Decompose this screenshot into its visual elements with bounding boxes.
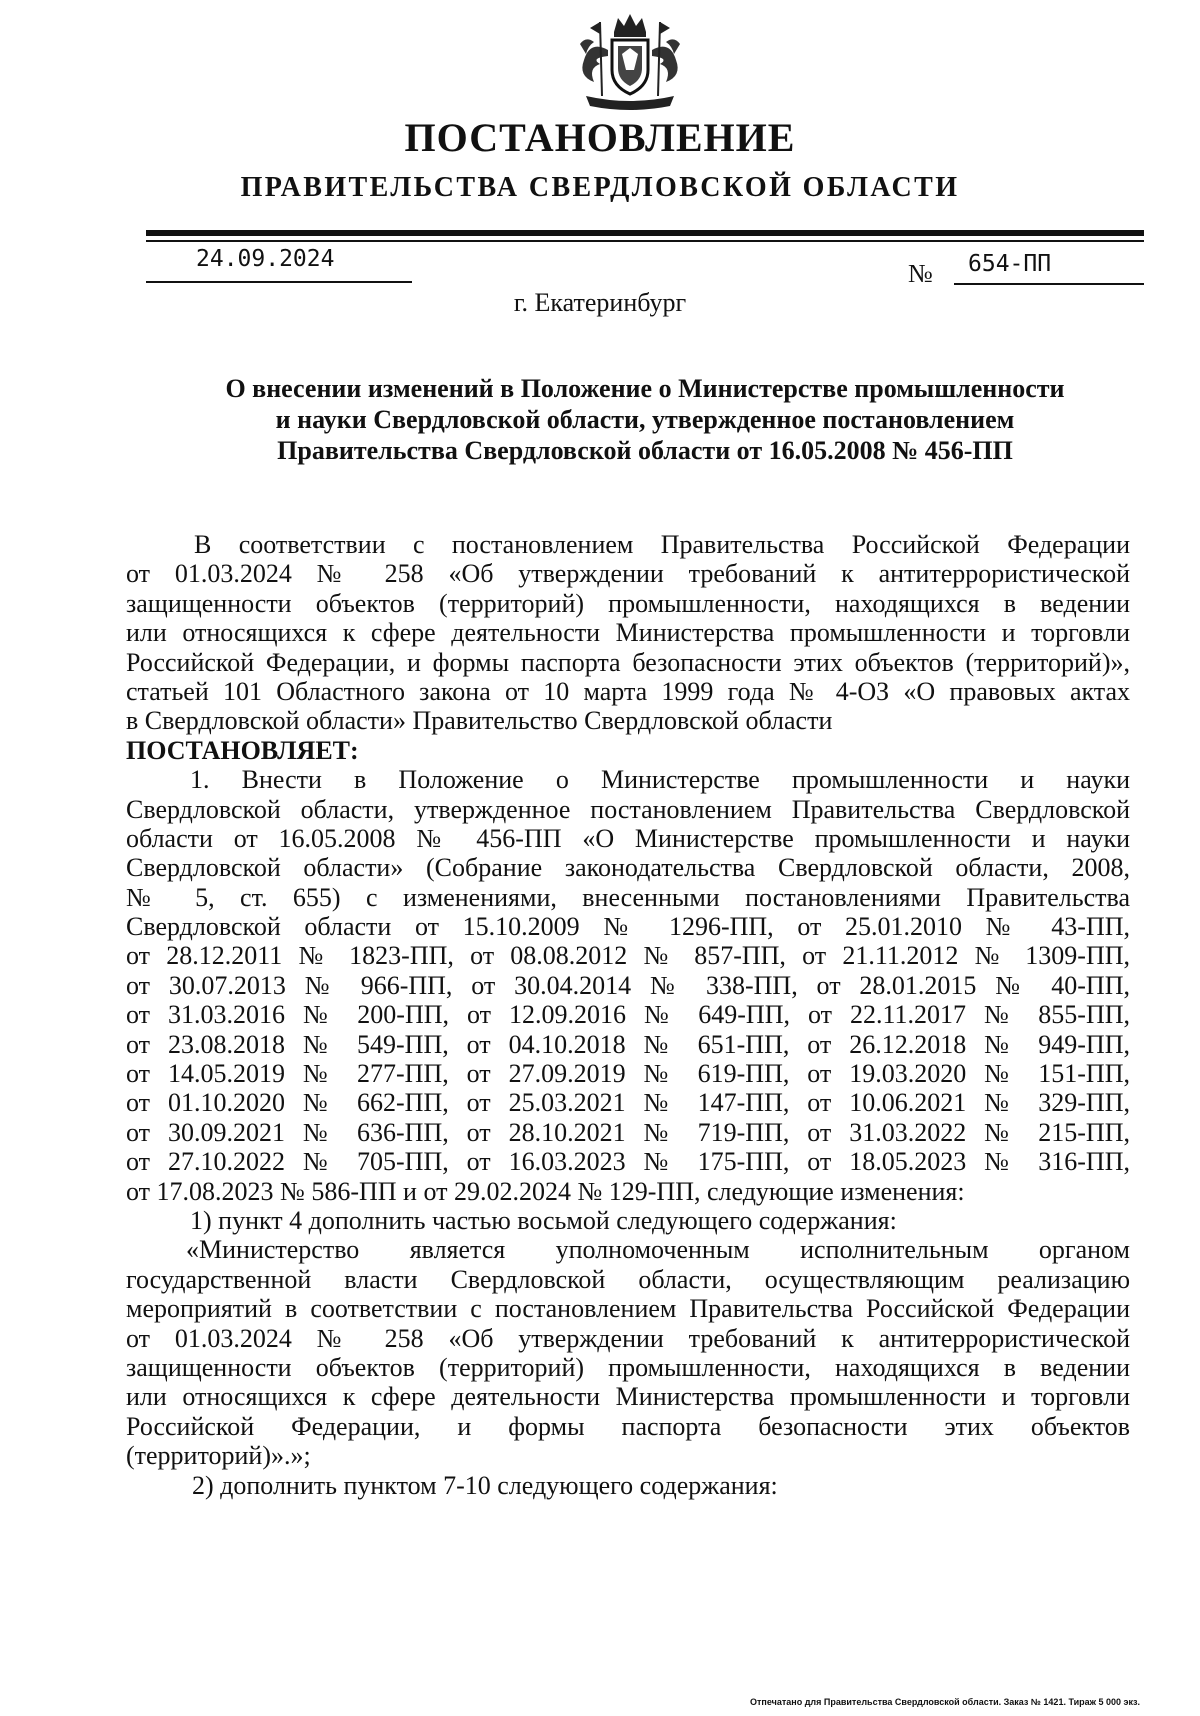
number-underline (954, 283, 1144, 285)
item1-line: Свердловской области, утвержденное постановлением Правительства Свердловской (126, 794, 1130, 824)
item1-line: от 28.12.2011 № 1823-ПП, от 08.08.2012 № 857-ПП, от 21.11.2012 № 1309-ПП, (126, 941, 1130, 971)
item1-line: Свердловской области» (Собрание законодательства Свердловской области, 2008, (126, 853, 1130, 883)
item1-line: Свердловской области от 15.10.2009 № 1296-ПП, от 25.01.2010 № 43-ПП, (126, 912, 1130, 942)
document-date: 24.09.2024 (196, 246, 335, 272)
preamble-line: В соответствии с постановлением Правительства Российской Федерации (194, 530, 1130, 559)
title-line: О внесении изменений в Положение о Министерстве промышленности (225, 374, 1065, 403)
quote-line: государственной власти Свердловской области, осуществляющим реализацию (126, 1264, 1130, 1294)
item1-line: от 27.10.2022 № 705-ПП, от 16.03.2023 № 175-ПП, от 18.05.2023 № 316-ПП, (126, 1147, 1130, 1177)
header-divider-thin (146, 240, 1144, 242)
quote-line: защищенности объектов (территорий) промышленности, находящихся в ведении (126, 1352, 1130, 1382)
item1-line: от 31.03.2016 № 200-ПП, от 12.09.2016 № 649-ПП, от 22.11.2017 № 855-ПП, (126, 1000, 1130, 1030)
preamble-line: Российской Федерации, и формы паспорта безопасности этих объектов (территорий)», (126, 647, 1130, 677)
title-line: и науки Свердловской области, утвержденное постановлением (275, 405, 1015, 434)
preamble-line: защищенности объектов (территорий) промышленности, находящихся в ведении (126, 588, 1130, 618)
document-body (126, 530, 1130, 1500)
item1-line: от 23.08.2018 № 549-ПП, от 04.10.2018 № 651-ПП, от 26.12.2018 № 949-ПП, (126, 1029, 1130, 1059)
document-type: ПОСТАНОВЛЕНИЕ (404, 115, 796, 160)
item1-line: от 17.08.2023 № 586-ПП и от 29.02.2024 № 129-ПП, следующие изменения: (126, 1176, 965, 1206)
quote-line: «Министерство является уполномоченным исполнительным органом (186, 1235, 1130, 1265)
preamble-line: статьей 101 Областного закона от 10 марта 1999 года № 4-ОЗ «О правовых актах (126, 676, 1130, 706)
item1-line: от 30.09.2021 № 636-ПП, от 28.10.2021 № 719-ПП, от 31.03.2022 № 215-ПП, (126, 1117, 1130, 1147)
preamble-line: от 01.03.2024 № 258 «Об утверждении требований к антитеррористической (126, 559, 1130, 589)
item1-line: 1. Внести в Положение о Министерстве промышленности и науки (190, 765, 1130, 795)
quote-line: мероприятий в соответствии с постановлением Правительства Российской Федерации (126, 1294, 1130, 1324)
coat-of-arms-emblem (560, 10, 700, 114)
document-number: 654-ПП (968, 251, 1052, 277)
item1-line: области от 16.05.2008 № 456-ПП «О Министерстве промышленности и науки (126, 823, 1130, 853)
subitem-2: 2) дополнить пунктом 7-10 следующего содержания: (192, 1470, 778, 1500)
quote-line: или относящихся к сфере деятельности Министерства промышленности и торговли (126, 1382, 1130, 1412)
item1-line: от 14.05.2019 № 277-ПП, от 27.09.2019 № 619-ПП, от 19.03.2020 № 151-ПП, (126, 1059, 1130, 1089)
item1-line: от 30.07.2013 № 966-ПП, от 30.04.2014 № 338-ПП, от 28.01.2015 № 40-ПП, (126, 970, 1130, 1000)
title-line: Правительства Свердловской области от 16.05.2008 № 456-ПП (277, 436, 1013, 465)
preamble-line: или относящихся к сфере деятельности Министерства промышленности и торговли (126, 618, 1130, 648)
subitem-1: 1) пункт 4 дополнить частью восьмой следующего содержания: (190, 1205, 897, 1235)
header-divider-thick (146, 230, 1144, 236)
preamble-line: в Свердловской области» Правительство Свердловской области (126, 706, 833, 736)
quote-line: (территорий)».»; (126, 1441, 311, 1471)
issuing-authority: ПРАВИТЕЛЬСТВА СВЕРДЛОВСКОЙ ОБЛАСТИ (240, 172, 960, 203)
item1-line: от 01.10.2020 № 662-ПП, от 25.03.2021 № 147-ПП, от 10.06.2021 № 329-ПП, (126, 1088, 1130, 1118)
quote-line: Российской Федерации, и формы паспорта безопасности этих объектов (126, 1411, 1130, 1441)
number-sign: № (908, 259, 933, 288)
quote-line: от 01.03.2024 № 258 «Об утверждении требований к антитеррористической (126, 1323, 1130, 1353)
item1-line: № 5, ст. 655) с изменениями, внесенными постановлениями Правительства (126, 882, 1130, 912)
document-title (146, 373, 1144, 466)
city-line: г. Екатеринбург (513, 288, 687, 317)
date-underline (146, 281, 412, 283)
print-imprint: Отпечатано для Правительства Свердловской области. Заказ № 1421. Тираж 5 000 экз. (750, 1697, 1140, 1707)
decree-word: ПОСТАНОВЛЯЕТ: (126, 735, 359, 765)
